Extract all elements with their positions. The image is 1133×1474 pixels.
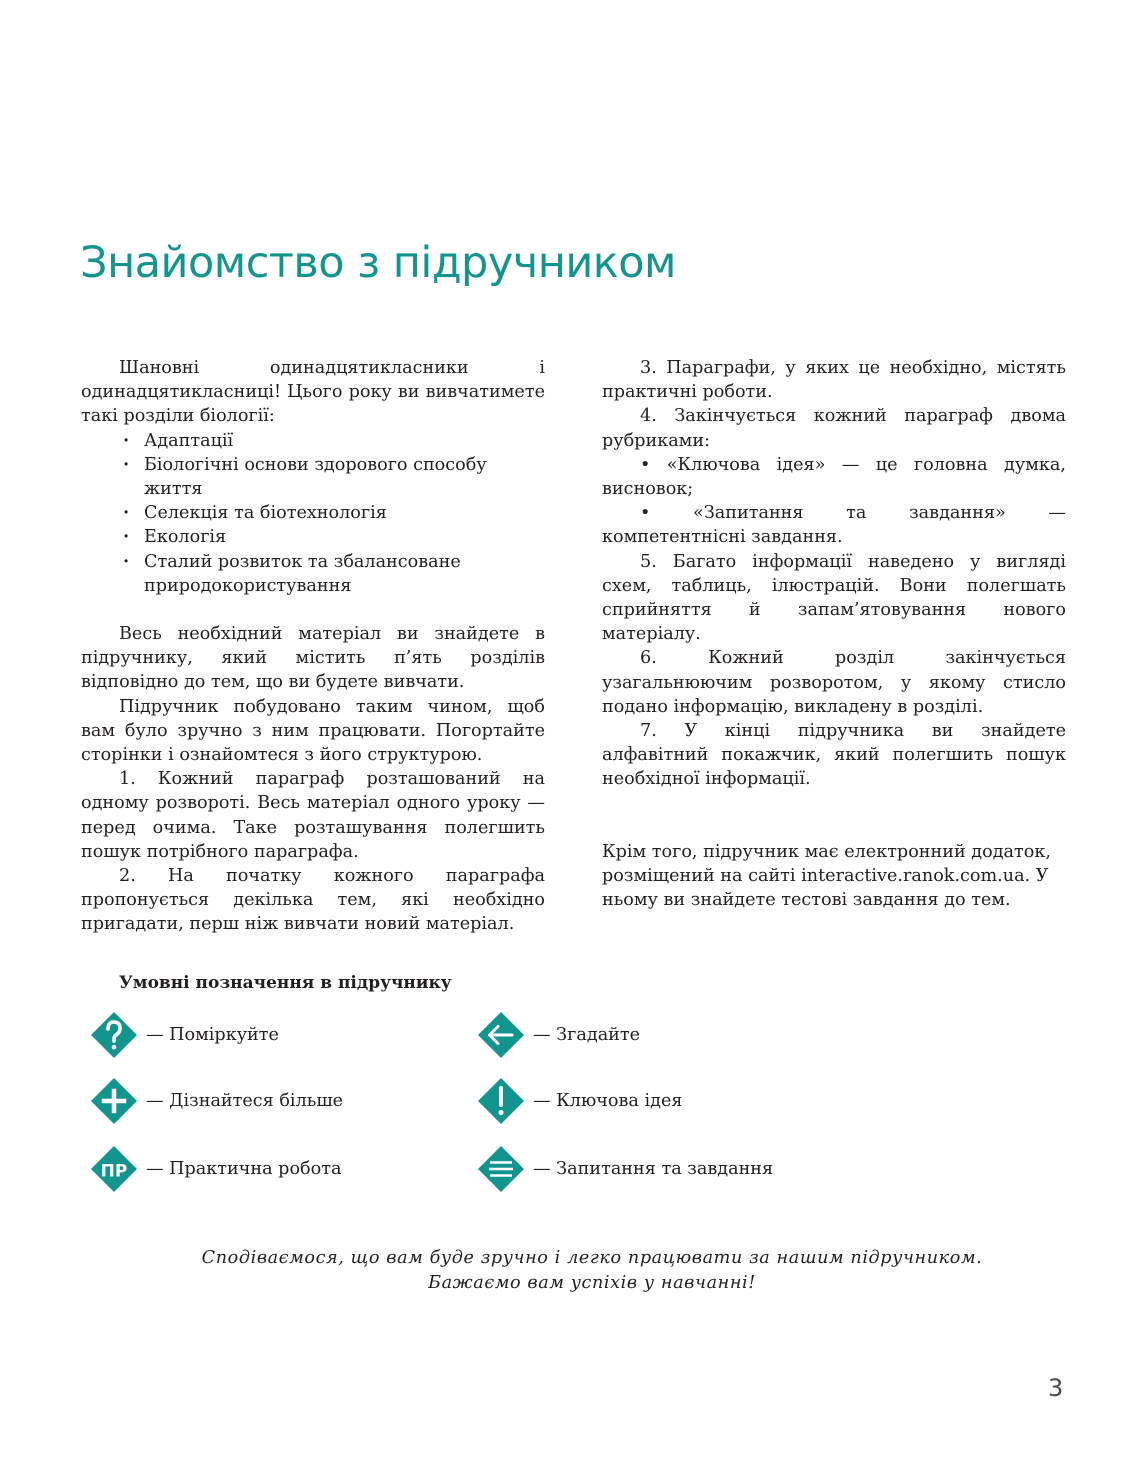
arrow-left-icon [477,1011,525,1059]
list-item: · Адаптації [123,429,545,453]
closing-message [120,1246,1064,1296]
question-icon [90,1011,138,1059]
pr-icon [90,1145,138,1193]
legend-label: — Згадайте [533,1025,641,1045]
legend-item-practical-work [90,1144,341,1194]
paragraph: 1. Кожний параграф розташований на одному розвороті. Весь матеріал одного уроку — перед очима. Таке розташування полегшить пошук потрібного параграфа. [81,769,545,862]
legend-item-questions-tasks [477,1144,773,1194]
legend-label: — Поміркуйте [146,1025,279,1045]
paragraph: 5. Багато інформації наведено у вигляді схем, таблиць, ілюстрацій. Вони полегшать сприйняття й запам’ятовування нового матеріалу. [602,551,1066,645]
legend-item-key-idea [477,1076,682,1126]
legend-item-think [90,1010,279,1060]
electronic-supplement-note: Крім того, підручник має електронний додаток, розміщений на сайті interactive.ranok.com.ua. У ньому ви знайдете тестові завдання до тем. [602,841,1051,911]
list-item: · Екологія [123,525,545,549]
paragraph: • «Запитання та завдання» — компетентнісні завдання. [602,503,1066,548]
plus-icon [90,1077,138,1125]
closing-line: Сподіваємося, що вам буде зручно і легко працювати за нашим підручником. [201,1248,983,1268]
pr-icon-text: ПР [100,1161,128,1182]
intro-paragraph: Шановні одинадцятикласники і одинадцятикласниці! Цього року ви вивчатимете такі розділи біології: [81,358,545,427]
legend-title: Умовні позначення в підручнику [119,973,452,993]
paragraph: Весь необхідний матеріал ви знайдете в підручнику, який містить п’ять розділів відповідно до тем, що ви будете вивчати. [81,624,545,693]
closing-line: Бажаємо вам успіхів у навчанні! [428,1273,756,1293]
list-item: · Сталий розвиток та збалансоване природокористування [123,550,545,598]
list-item: · Біологічні основи здорового способу життя [123,453,545,501]
paragraph: 6. Кожний розділ закінчується узагальнюючим розворотом, у якому стисло подано інформацію, викладену в розділі. [602,648,1066,717]
exclamation-icon [477,1077,525,1125]
left-column [81,356,545,937]
page-title: Знайомство з підручником [80,238,676,288]
paragraph: Підручник побудовано таким чином, щоб вам було зручно з ним працювати. Погортайте сторінки і ознайомтеся з його структурою. [81,696,545,766]
legend-label: — Ключова ідея [533,1091,683,1111]
list-item: · Селекція та біотехнологія [123,501,545,525]
right-column [602,356,1066,912]
topics-list [81,429,545,598]
paragraph: • «Ключова ідея» — це головна думка, висновок; [602,454,1066,500]
page-number: 3 [1048,1374,1064,1402]
paragraph: 4. Закінчується кожний параграф двома рубриками: [602,406,1066,451]
paragraph: 7. У кінці підручника ви знайдете алфавітний покажчик, який полегшить пошук необхідної інформації. [602,721,1066,790]
paragraph: 3. Параграфи, у яких це необхідно, містять практичні роботи. [602,358,1066,403]
legend-item-learn-more [90,1076,343,1126]
legend-label: — Практична робота [146,1159,342,1179]
list-icon [477,1145,525,1193]
paragraph: 2. На початку кожного параграфа пропонується декілька тем, які необхідно пригадати, перш ніж вивчати новий матеріал. [81,866,545,935]
legend-label: — Запитання та завдання [533,1159,774,1179]
legend-item-recall [477,1010,640,1060]
legend-label: — Дізнайтеся більше [146,1091,344,1111]
